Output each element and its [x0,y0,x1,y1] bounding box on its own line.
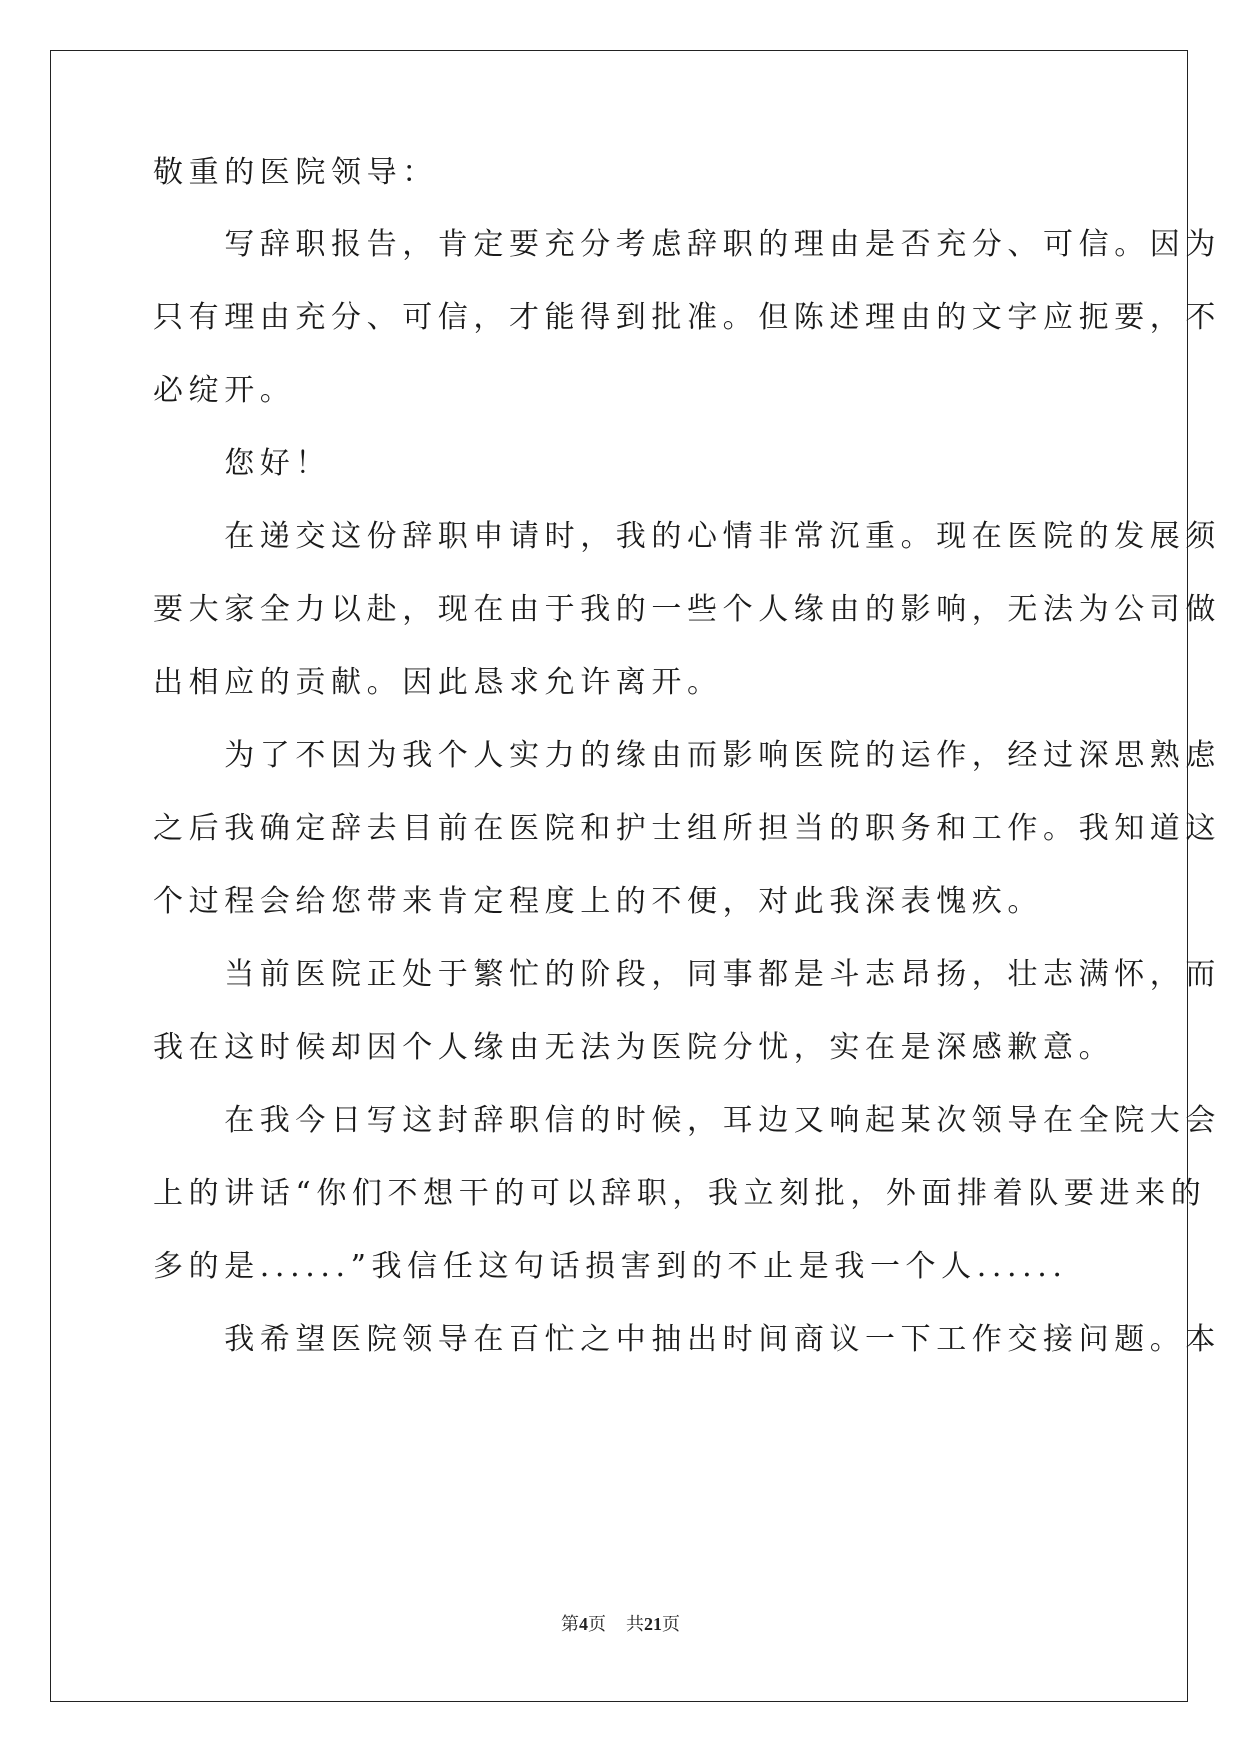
greeting-line: 您好！ [153,446,331,481]
body-line: 只有理由充分、可信，才能得到批准。但陈述理由的文字应扼要，不 [153,300,1221,335]
body-line: 多的是......”我信任这句话损害到的不止是我一个人...... [153,1249,1068,1284]
body-line: 在我今日写这封辞职信的时候，耳边又响起某次领导在全院大会 [153,1103,1221,1138]
total-prefix: 共 [626,1614,644,1635]
body-line: 要大家全力以赴，现在由于我的一些个人缘由的影响，无法为公司做 [153,592,1221,627]
body-line: 上的讲话“你们不想干的可以辞职，我立刻批，外面排着队要进来的 [153,1176,1207,1211]
body-line: 当前医院正处于繁忙的阶段，同事都是斗志昂扬，壮志满怀，而 [153,957,1221,992]
body-line: 我希望医院领导在百忙之中抽出时间商议一下工作交接问题。本 [153,1322,1221,1357]
total-suffix: 页 [662,1614,680,1635]
page-prefix: 第 [561,1614,579,1635]
body-line: 我在这时候却因个人缘由无法为医院分忧，实在是深感歉意。 [153,1030,1115,1065]
body-line: 写辞职报告，肯定要充分考虑辞职的理由是否充分、可信。因为 [153,227,1221,262]
body-line: 在递交这份辞职申请时，我的心情非常沉重。现在医院的发展须 [153,519,1221,554]
body-line: 出相应的贡献。因此恳求允许离开。 [153,665,723,700]
page-number: 4 [579,1614,588,1634]
body-line: 之后我确定辞去目前在医院和护士组所担当的职务和工作。我知道这 [153,811,1221,846]
body-line: 必绽开。 [153,373,296,408]
page-suffix: 页 [588,1614,606,1635]
salutation-line: 敬重的医院领导： [153,155,438,190]
body-line: 个过程会给您带来肯定程度上的不便，对此我深表愧疚。 [153,884,1043,919]
body-line: 为了不因为我个人实力的缘由而影响医院的运作，经过深思熟虑 [153,738,1221,773]
page-footer [0,1612,1241,1637]
total-pages: 21 [644,1614,662,1634]
